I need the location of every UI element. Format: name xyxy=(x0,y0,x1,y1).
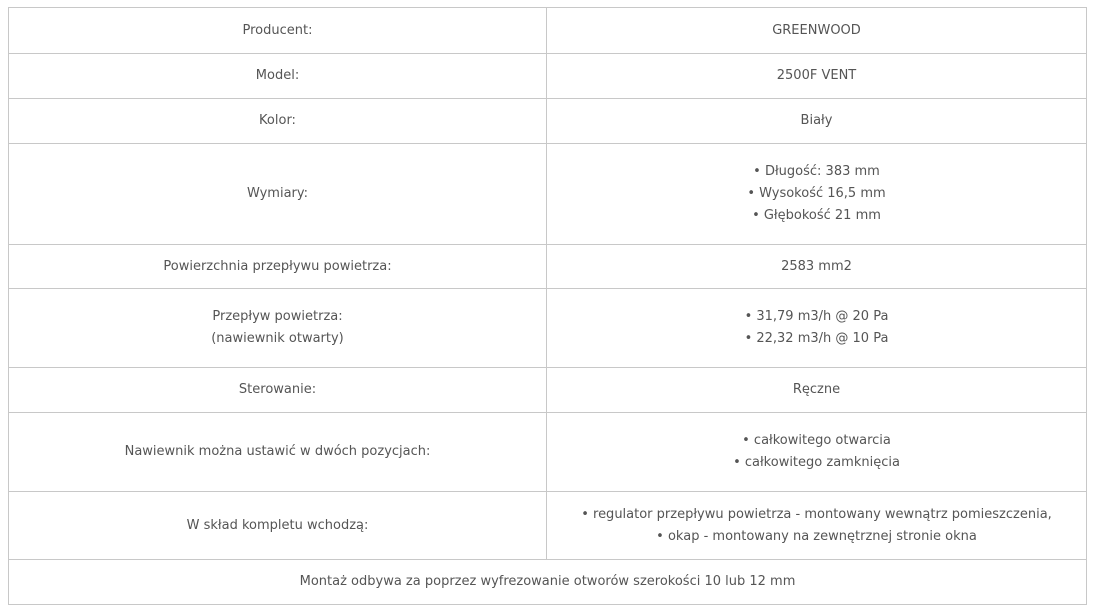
spec-value xyxy=(547,492,1087,560)
spec-value-line: • regulator przepływu powietrza - montowany wewnątrz pomieszczenia, xyxy=(581,506,1052,522)
spec-label xyxy=(9,54,547,99)
spec-value-line: • Głębokość 21 mm xyxy=(752,208,881,223)
spec-value-line: • 31,79 m3/h @ 20 Pa xyxy=(744,309,889,324)
spec-label-line: Producent: xyxy=(242,22,313,38)
spec-row-producent xyxy=(9,8,1087,54)
spec-row-sterowanie xyxy=(9,368,1087,413)
spec-label xyxy=(9,413,547,492)
spec-value-line: 2583 mm2 xyxy=(781,258,852,274)
spec-row-model xyxy=(9,54,1087,99)
spec-value-line: • Wysokość 16,5 mm xyxy=(747,186,886,201)
spec-label-line: Model: xyxy=(255,68,300,83)
spec-value xyxy=(547,245,1087,289)
spec-label xyxy=(9,368,547,413)
spec-label-line: Powierzchnia przepływu powietrza: xyxy=(163,258,392,274)
spec-label xyxy=(9,289,547,368)
spec-footer-text: Montaż odbywa za poprzez wyfrezowanie otworów szerokości 10 lub 12 mm xyxy=(299,574,796,589)
spec-label-line: Nawiewnik można ustawić w dwóch pozycjach: xyxy=(124,444,431,459)
spec-label-line: (nawiewnik otwarty) xyxy=(211,331,344,346)
spec-value-line: 2500F VENT xyxy=(776,68,857,83)
spec-value xyxy=(547,368,1087,413)
spec-label-line: Przepływ powietrza: xyxy=(212,309,343,324)
spec-row-powierzchnia xyxy=(9,245,1087,289)
spec-label xyxy=(9,144,547,245)
spec-label-line: Kolor: xyxy=(259,113,296,128)
spec-value xyxy=(547,54,1087,99)
spec-value-line: GREENWOOD xyxy=(772,22,861,38)
spec-row-footer xyxy=(9,560,1087,605)
spec-value-line: Ręczne xyxy=(792,382,841,397)
spec-value xyxy=(547,413,1087,492)
spec-row-wymiary xyxy=(9,144,1087,245)
spec-label xyxy=(9,492,547,560)
spec-value-line: • 22,32 m3/h @ 10 Pa xyxy=(744,331,889,346)
spec-value xyxy=(547,144,1087,245)
spec-value-line: • Długość: 383 mm xyxy=(753,164,880,179)
spec-label xyxy=(9,99,547,144)
spec-row-pozycje xyxy=(9,413,1087,492)
spec-value-line: • całkowitego zamknięcia xyxy=(733,455,900,470)
spec-value-line: • okap - montowany na zewnętrznej stronie okna xyxy=(656,528,977,544)
spec-label xyxy=(9,8,547,54)
spec-row-kolor xyxy=(9,99,1087,144)
spec-value xyxy=(547,8,1087,54)
spec-row-przeplyw xyxy=(9,289,1087,368)
spec-label-line: W skład kompletu wchodzą: xyxy=(186,517,369,533)
spec-row-komplet xyxy=(9,492,1087,560)
spec-table xyxy=(8,7,1087,605)
spec-label-line: Wymiary: xyxy=(246,186,309,201)
spec-value-line: Biały xyxy=(800,113,833,128)
spec-value xyxy=(547,99,1087,144)
spec-label-line: Sterowanie: xyxy=(238,382,317,397)
spec-footer-note xyxy=(9,560,1087,605)
spec-value xyxy=(547,289,1087,368)
spec-value-line: • całkowitego otwarcia xyxy=(742,433,891,448)
spec-label xyxy=(9,245,547,289)
